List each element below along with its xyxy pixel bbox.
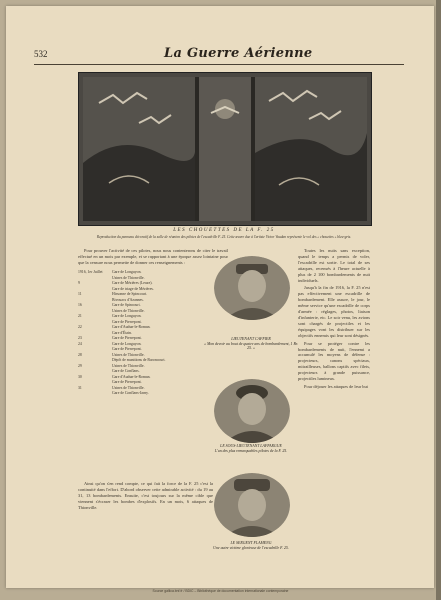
schedule-place: Gare de Pierrepont. [112,380,142,384]
portrait-title: LE SOUS-LIEUTENANT LAFFARGUE [220,444,282,448]
schedule-place: Usines de Thionville. [112,363,145,368]
schedule-place: Usines de Thionville. [112,308,145,313]
portrait-description: Une autre victime glorieuse de l'escadrille F. 25. [213,545,289,550]
schedule-place: Gare de Pierrepont. [112,347,142,351]
schedule-place: Gare de Pierrepont. [112,336,142,340]
schedule-row [78,391,208,397]
schedule-place: Gare de Mézières (Leuze). [112,281,153,285]
schedule-date: 16 [78,303,82,307]
portrait-caption [202,541,300,550]
left-column-intro [78,248,228,268]
schedule-date: 9 [78,281,80,285]
schedule-place: Gare de Pierrepont. [112,319,142,324]
right-paragraph: Pour se protéger contre les bombardements de nuit, l'ennemi a accumulé les moyens de défense : projecteurs, canons spéciaux, mitrailleuses, ballons captifs avec filets, projecteurs à grande puissance, projectiles lumineux. [298,340,370,382]
schedule-place: Gare de Conflans. [112,369,140,373]
schedule-place: Usines de Thionville. [112,385,145,390]
portrait-title: LIEUTENANT CAFFIER [231,337,271,341]
schedule-place: Gare de triage de Mézières. [112,286,154,291]
portrait-photo [214,473,290,537]
schedule-place: Gare de Longuyon. [112,314,142,318]
schedule-place: Gare de Longuyon. [112,341,142,346]
intro-paragraph: Pour prouver l'activité de ces pilotes, nous nous contenterons de citer le travail effectué en un mois par exemple, et se rapportant à une époque assez lointaine pour que la censure nous permette de donner ces renseignements : [78,248,228,265]
decorative-panel-illustration [78,72,372,226]
schedule-date [78,391,112,397]
closing-paragraph: Ainsi qu'on s'en rend compte, ce qui fait la force de la F. 25 c'est la continuité dans l'effort. D'abord observer cette admirable activité : du 19 au 31, 13 bombardements. Ensuite, c'est toujours sur la même cible que viennent s'écraser les bombes d'explosifs. En un mois, 6 attaques de Thionville. [78,481,213,510]
schedule-place: Gare de Spincourt. [112,303,141,307]
portrait-caption [202,337,300,351]
schedule-place: Bivouacs d'Azannes. [112,297,144,302]
schedule-place: Gare d'Audun-le-Roman. [112,325,151,329]
portrait-caption [202,444,300,453]
masthead-title: La Guerre Aérienne [164,46,313,61]
schedule-date: 24 [78,341,82,346]
portrait-title: LE SERGENT FLAMENG [230,541,272,545]
right-column [298,248,370,392]
right-paragraph: Jusqu'à la fin de 1916, la F. 25 n'est pas effectivement une escadrille de bombardement. Elle assure, le jour, le même service qu'une escadrille de corps d'armée : réglages, photos, liaison d'infanterie, etc. Le soir venu, les avions sont chargés de projectiles et les équipages vont les distribuer sur les objectifs ennemis qui leur sont désignés. [298,285,370,338]
schedule-place: Usines de Thionville. [112,275,145,280]
portrait-photo [214,379,290,443]
right-paragraph: Pour déjouer les attaques de leur but [304,383,368,389]
schedule-date: 1916, 1er Juillet [78,270,103,274]
page-header [34,46,404,64]
schedule-date: 29 [78,363,82,368]
figure-caption-title: LES CHOUETTES DE LA F. 25 [173,228,275,233]
schedule-place: Gare d'Audun-le-Roman. [112,374,151,379]
portrait-description: L'un des plus remarquables pilotes de la F. 25. [214,448,288,453]
document-page [6,6,434,588]
raid-schedule-list [78,270,208,397]
schedule-place: Gare de Longuyon. [112,270,142,274]
schedule-place: Gare d'Étain. [112,330,132,335]
schedule-date: 28 [78,352,82,357]
schedule-place: Dépôt de munitions de Baroncourt. [112,358,166,362]
schedule-date: 23 [78,336,82,340]
right-paragraph: Toutes les nuits sans exception, quand le temps a permis de voler, l'escadrille est sortie. Le total de ses attaques, recensés à l'heure actuelle à plus de 2 100 bombardements de nuit individuels. [298,248,370,283]
schedule-date: 30 [78,374,82,379]
schedule-place: Hirsonne de Spincourt. [112,292,148,296]
figure-caption-text: Reproduction du panneau décoratif de la salle de réunion des pilotes de l'escadrille F. 25. Cette œuvre due à l'artiste Victor Vaudan représente le vol des « chouettes » bleu-gris. [96,235,352,239]
schedule-place: Usines de Thionville. [112,352,145,357]
schedule-date: 31 [78,385,82,390]
portrait-description: « Mon devoir au bout de quatre ans de bombardement, 1 Br. 25. » [204,341,298,351]
schedule-date: 21 [78,314,82,318]
portrait-photo [214,256,290,320]
left-column-closing [78,481,213,513]
page-number: 532 [34,49,48,59]
scan-edge [436,0,441,600]
header-rule [34,64,404,65]
source-footer: Source gallica.bnf.fr / BDIC – Bibliothèque de documentation internationale contemporaine [152,589,289,593]
schedule-place: Gare de Conflans-Jarny. [112,391,149,395]
schedule-date: 22 [78,325,82,329]
schedule-date: 11 [78,292,82,296]
